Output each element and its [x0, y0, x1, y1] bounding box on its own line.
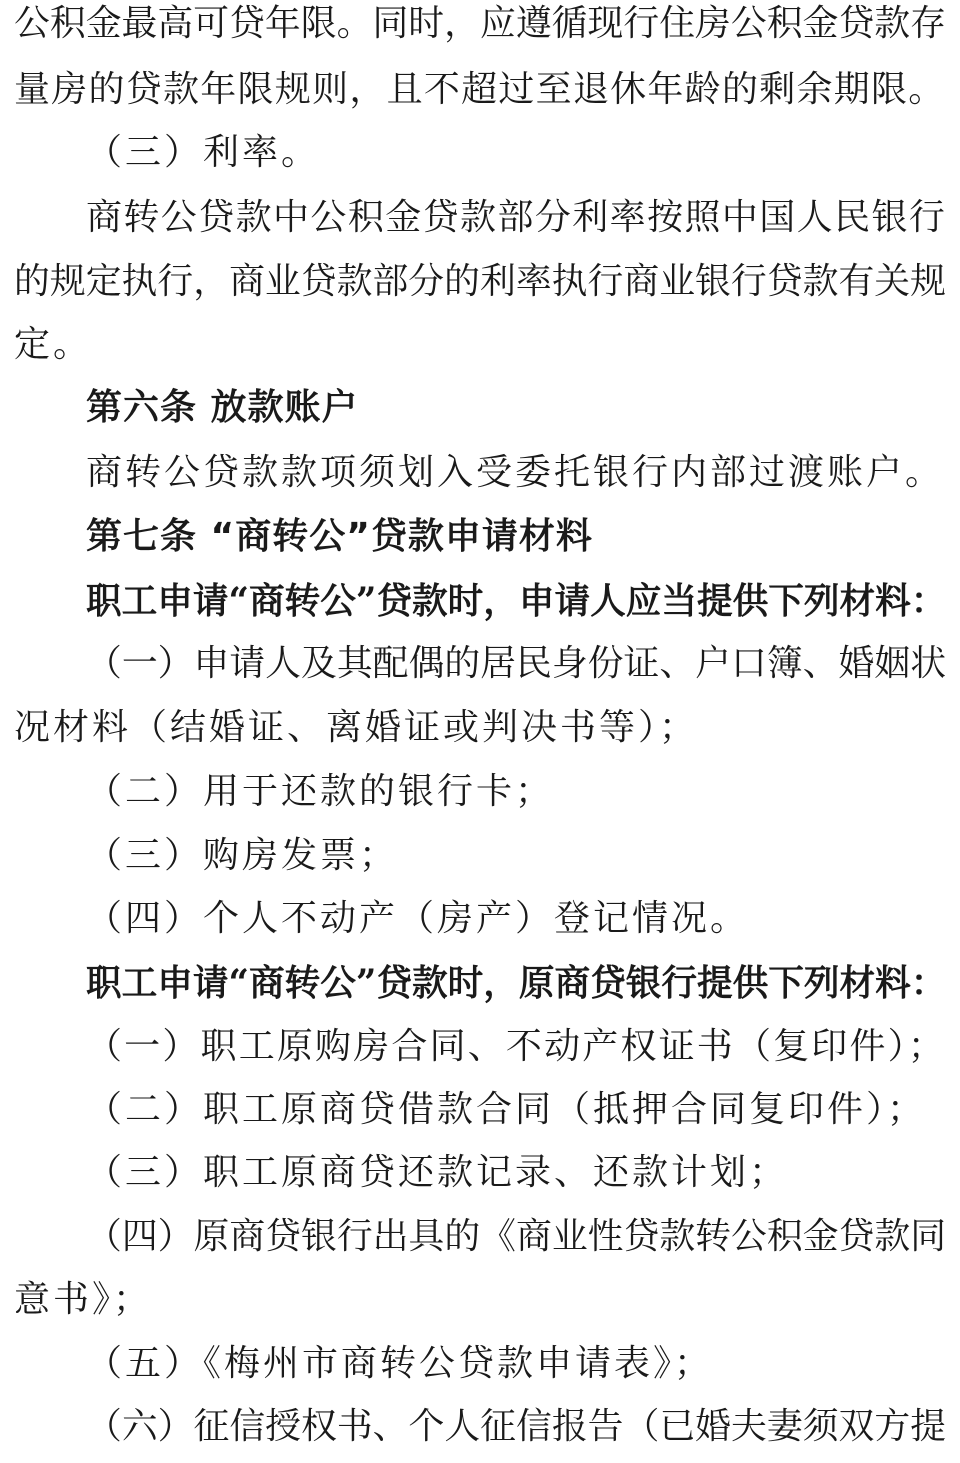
article-6-heading: 第六条 放款账户 [86, 387, 359, 428]
bank-item-3: （三）职工原商贷还款记录、还款计划； [86, 1152, 789, 1193]
applicant-item-3: （三）购房发票； [86, 835, 399, 876]
text-line-2: 量房的贷款年限规则，且不超过至退休年龄的剩余期限。 [14, 69, 946, 110]
text-line-4: 商转公贷款中公积金贷款部分利率按照中国人民银行 [86, 197, 947, 238]
applicant-item-4: （四）个人不动产（房产）登记情况。 [86, 898, 750, 939]
bank-item-5: （五）《梅州市商转公贷款申请表》； [86, 1343, 714, 1384]
text-line-6: 定。 [14, 324, 93, 365]
applicant-item-1-cont: 况材料（结婚证、离婚证或判决书等）； [14, 707, 699, 748]
bank-item-1: （一）职工原购房合同、不动产权证书（复印件）； [86, 1026, 947, 1067]
text-line-8: 商转公贷款款项须划入受委托银行内部过渡账户。 [86, 452, 945, 493]
bank-item-4: （四）原商贷银行出具的《商业性贷款转公积金贷款同 [86, 1216, 947, 1257]
applicant-item-2: （二）用于还款的银行卡； [86, 771, 555, 812]
applicant-item-1: （一）申请人及其配偶的居民身份证、户口簿、婚姻状 [86, 643, 947, 684]
bank-item-6: （六）征信授权书、个人征信报告（已婚夫妻须双方提 [86, 1406, 947, 1447]
article-7-heading: 第七条 “商转公”贷款申请材料 [86, 516, 593, 557]
text-line-1: 公积金最高可贷年限。同时，应遵循现行住房公积金贷款存 [14, 3, 946, 44]
text-line-5: 的规定执行，商业贷款部分的利率执行商业银行贷款有关规 [14, 261, 946, 302]
bank-item-4-cont: 意书》； [14, 1279, 153, 1320]
applicant-materials-intro: 职工申请“商转公”贷款时，申请人应当提供下列材料： [86, 580, 947, 622]
bank-item-2: （二）职工原商贷借款合同（抵押合同复印件）； [86, 1089, 927, 1130]
section-item-rate: （三）利率。 [86, 132, 321, 173]
bank-materials-intro: 职工申请“商转公”贷款时，原商贷银行提供下列材料： [86, 962, 947, 1004]
